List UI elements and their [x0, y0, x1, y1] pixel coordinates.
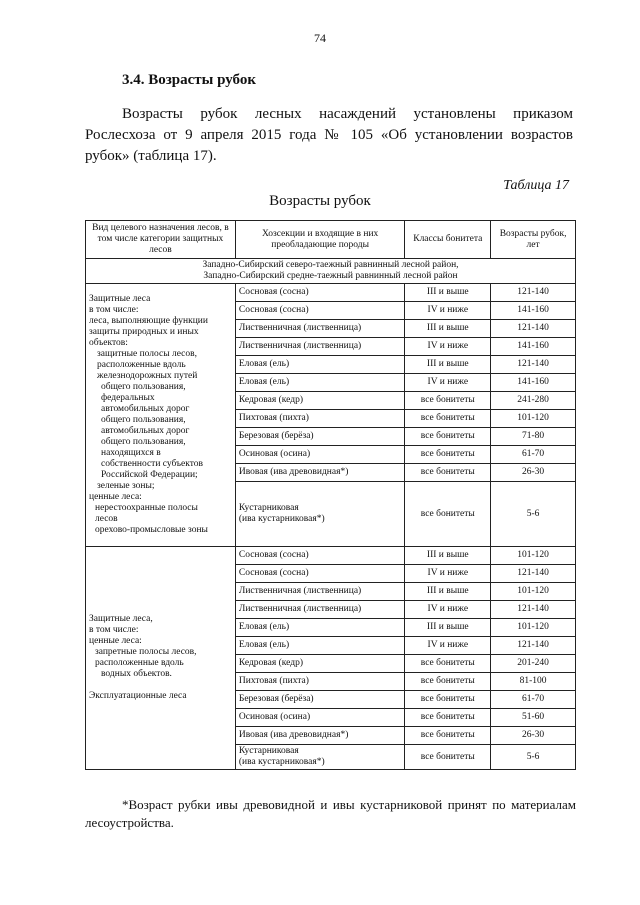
- age-cell: 5-6: [491, 745, 576, 770]
- table-row: [86, 284, 576, 302]
- species-cell: Осиновая (осина): [235, 709, 405, 727]
- purpose-line: запретные полосы лесов,: [95, 647, 197, 657]
- purpose-line: Эксплуатационные леса: [89, 691, 187, 701]
- purpose-line: находящихся в: [101, 448, 161, 458]
- purpose-line: зеленые зоны;: [97, 481, 155, 491]
- species-cell: Ивовая (ива древовидная*): [235, 464, 405, 482]
- species-cell: Сосновая (сосна): [235, 284, 405, 302]
- purpose-line: автомобильных дорог: [101, 426, 190, 436]
- species-cell: Сосновая (сосна): [235, 547, 405, 565]
- age-cell: 101-120: [491, 547, 576, 565]
- age-cell: 141-160: [491, 374, 576, 392]
- species-cell: [235, 482, 405, 547]
- purpose-line: федеральных: [101, 393, 155, 403]
- purpose-line: [89, 680, 232, 691]
- age-cell: 201-240: [491, 655, 576, 673]
- age-cell: 61-70: [491, 446, 576, 464]
- bonitet-cell: все бонитеты: [405, 428, 491, 446]
- bonitet-cell: III и выше: [405, 583, 491, 601]
- species-line: (ива кустарниковая*): [238, 757, 325, 767]
- age-cell: 241-280: [491, 392, 576, 410]
- species-cell: Еловая (ель): [235, 374, 405, 392]
- header-bonitet: Классы бонитета: [405, 221, 491, 259]
- bonitet-cell: III и выше: [405, 619, 491, 637]
- bonitet-cell: все бонитеты: [405, 673, 491, 691]
- purpose-line: в том числе:: [89, 305, 139, 315]
- bonitet-cell: все бонитеты: [405, 727, 491, 745]
- species-cell: Еловая (ель): [235, 619, 405, 637]
- age-cell: 71-80: [491, 428, 576, 446]
- bonitet-cell: все бонитеты: [405, 691, 491, 709]
- bonitet-cell: IV и ниже: [405, 338, 491, 356]
- species-cell: Лиственничная (лиственница): [235, 320, 405, 338]
- purpose-line: защиты природных и иных: [89, 327, 199, 337]
- purpose-line: орехово-промысловые зоны: [95, 525, 208, 535]
- header-purpose: Вид целевого назначения лесов, в том чиcле категории защитных лесов: [86, 221, 236, 259]
- bonitet-cell: все бонитеты: [405, 464, 491, 482]
- bonitet-cell: III и выше: [405, 284, 491, 302]
- bonitet-cell: все бонитеты: [405, 655, 491, 673]
- species-cell: Сосновая (сосна): [235, 565, 405, 583]
- species-cell: Лиственничная (лиственница): [235, 583, 405, 601]
- age-cell: 121-140: [491, 284, 576, 302]
- species-cell: Еловая (ель): [235, 356, 405, 374]
- bonitet-cell: все бонитеты: [405, 745, 491, 770]
- bonitet-cell: все бонитеты: [405, 709, 491, 727]
- bonitet-cell: IV и ниже: [405, 565, 491, 583]
- age-cell: 121-140: [491, 637, 576, 655]
- bonitet-cell: все бонитеты: [405, 410, 491, 428]
- page-number: 74: [314, 31, 326, 45]
- purpose-line: железнодорожных путей: [97, 371, 198, 381]
- purpose-line: леса, выполняющие функции: [89, 316, 208, 326]
- section-heading: 3.4. Возрасты рубок: [122, 72, 257, 88]
- species-line: Кустарниковая: [238, 503, 299, 513]
- zone-row: [86, 259, 576, 284]
- species-line: Кустарниковая: [238, 746, 299, 756]
- zone-line: Западно-Сибирский северо-таежный равнинный лесной район,: [202, 260, 459, 270]
- age-cell: 121-140: [491, 601, 576, 619]
- table-label: Таблица 17: [503, 178, 569, 193]
- purpose-line: общего пользования,: [101, 382, 186, 392]
- species-cell: [235, 745, 405, 770]
- species-cell: Пихтовая (пихта): [235, 410, 405, 428]
- purpose-line: в том числе:: [89, 625, 139, 635]
- bonitet-cell: III и выше: [405, 320, 491, 338]
- age-cell: 51-60: [491, 709, 576, 727]
- species-cell: Пихтовая (пихта): [235, 673, 405, 691]
- purpose-line: водных объектов.: [101, 669, 172, 679]
- bonitet-cell: IV и ниже: [405, 374, 491, 392]
- age-cell: 26-30: [491, 464, 576, 482]
- species-cell: Кедровая (кедр): [235, 655, 405, 673]
- species-cell: Сосновая (сосна): [235, 302, 405, 320]
- age-cell: 121-140: [491, 356, 576, 374]
- footnote: *Возраст рубки ивы древовидной и ивы кустарниковой принят по материалам лесоустройства.: [85, 797, 576, 830]
- species-cell: Лиственничная (лиственница): [235, 601, 405, 619]
- header-species: Хозсекции и входящие в них преобладающие породы: [235, 221, 405, 259]
- purpose-cell-group2: [86, 547, 236, 770]
- bonitet-cell: IV и ниже: [405, 601, 491, 619]
- bonitet-cell: все бонитеты: [405, 482, 491, 547]
- age-cell: 26-30: [491, 727, 576, 745]
- header-age: Возрасты рубок, лет: [491, 221, 576, 259]
- bonitet-cell: все бонитеты: [405, 392, 491, 410]
- purpose-line: объектов:: [89, 338, 128, 348]
- species-cell: Березовая (берёза): [235, 428, 405, 446]
- species-cell: Березовая (берёза): [235, 691, 405, 709]
- age-cell: 141-160: [491, 338, 576, 356]
- zone-cell: [86, 259, 576, 284]
- purpose-line: нерестоохранные полосы: [95, 503, 198, 513]
- purpose-line: Российской Федерации;: [101, 470, 198, 480]
- species-cell: Ивовая (ива древовидная*): [235, 727, 405, 745]
- purpose-line: ценные леса:: [89, 636, 142, 646]
- purpose-line: Защитные леса: [89, 294, 151, 304]
- species-line: (ива кустарниковая*): [238, 514, 325, 524]
- age-cell: 5-6: [491, 482, 576, 547]
- species-cell: Еловая (ель): [235, 637, 405, 655]
- species-cell: Осиновая (осина): [235, 446, 405, 464]
- purpose-line: общего пользования,: [101, 415, 186, 425]
- age-cell: 141-160: [491, 302, 576, 320]
- table-title: Возрасты рубок: [269, 193, 371, 209]
- purpose-line: расположенные вдоль: [97, 360, 186, 370]
- purpose-line: расположенные вдоль: [95, 658, 184, 668]
- bonitet-cell: III и выше: [405, 547, 491, 565]
- bonitet-cell: III и выше: [405, 356, 491, 374]
- intro-paragraph: Возрасты рубок лесных насаждений установлены приказом Рослесхоза от 9 апреля 2015 года № 105 «Об установлении возрастов рубок» (таблица 17).: [85, 106, 573, 164]
- purpose-line: лесов: [95, 514, 118, 524]
- purpose-line: собственности субъектов: [101, 459, 203, 469]
- age-cell: 101-120: [491, 619, 576, 637]
- purpose-line: автомобильных дорог: [101, 404, 190, 414]
- species-cell: Кедровая (кедр): [235, 392, 405, 410]
- purpose-line: общего пользования,: [101, 437, 186, 447]
- cutting-age-table: [85, 220, 576, 770]
- purpose-line: защитные полосы лесов,: [97, 349, 198, 359]
- age-cell: 101-120: [491, 583, 576, 601]
- age-cell: 81-100: [491, 673, 576, 691]
- purpose-line: ценные леса:: [89, 492, 142, 502]
- species-cell: Лиственничная (лиственница): [235, 338, 405, 356]
- bonitet-cell: IV и ниже: [405, 637, 491, 655]
- zone-line: Западно-Сибирский средне-таежный равнинный лесной район: [203, 271, 458, 281]
- bonitet-cell: все бонитеты: [405, 446, 491, 464]
- table-row: [86, 547, 576, 565]
- bonitet-cell: IV и ниже: [405, 302, 491, 320]
- table-header-row: [86, 221, 576, 259]
- purpose-line: Защитные леса,: [89, 614, 153, 624]
- age-cell: 101-120: [491, 410, 576, 428]
- age-cell: 61-70: [491, 691, 576, 709]
- purpose-cell-group1: [86, 284, 236, 547]
- age-cell: 121-140: [491, 320, 576, 338]
- age-cell: 121-140: [491, 565, 576, 583]
